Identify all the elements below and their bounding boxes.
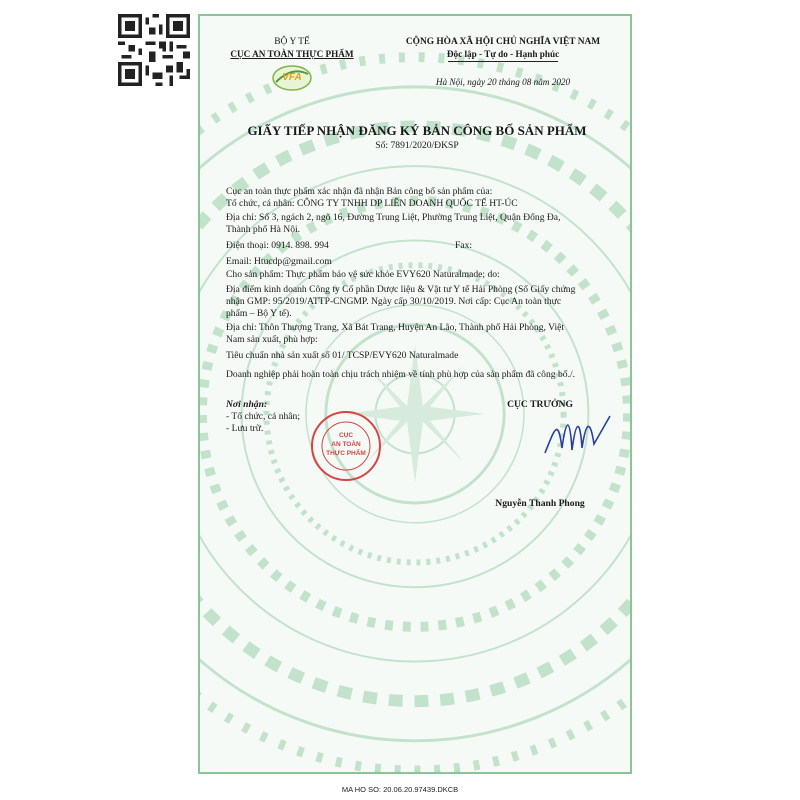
vfa-logo-text: VFA [282,72,302,83]
document-title: GIẤY TIẾP NHẬN ĐĂNG KÝ BẢN CÔNG BỐ SẢN PHẨM [247,123,587,138]
motto-divider [448,61,558,62]
standard-line: Tiêu chuẩn nhà sản xuất số 01/ TCSP/EVY620 Naturalmade [226,350,459,361]
manufacturer-address-line-2: Nam sản xuất, phù hợp: [226,334,318,345]
address-line-1: Địa chỉ: Số 3, ngách 2, ngõ 16, Đường Trung Liệt, Phường Trung Liệt, Quận Đống Đa, [226,212,561,223]
signer-name: Nguyễn Thanh Phong [495,498,585,509]
manufacturer-line-3: phẩm – Bộ Y tế). [226,308,292,319]
certificate-document [198,14,632,774]
stamp-text-2: AN TOÀN [331,441,361,448]
qr-code-icon [118,14,190,86]
signer-title: CỤC TRƯỞNG [507,399,573,410]
issue-date: Hà Nội, ngày 20 tháng 08 năm 2020 [435,77,571,87]
ministry-name: BỘ Y TẾ [274,37,310,47]
responsibility-line: Doanh nghiệp phải hoàn toàn chịu trách nhiệm về tính phù hợp của sản phẩm đã công bố./. [226,369,576,380]
nation-motto: Độc lập - Tự do - Hạnh phúc [446,49,560,59]
agency-name: CỤC AN TOÀN THỰC PHẨM [230,49,354,59]
stamp-text-1: CỤC [338,432,354,439]
recipient-item: - Tổ chức, cá nhân; [226,411,301,422]
fax-line: Fax: [455,240,473,251]
product-line: Cho sản phẩm: Thực phẩm bảo vệ sức khỏe EVY620 Naturalmade; do: [226,269,500,280]
organization-line: Tổ chức, cá nhân: CÔNG TY TNHH DP LIÊN DOANH QUỐC TẾ HT-ÚC [226,198,518,209]
manufacturer-address-line-1: Địa chỉ: Thôn Thượng Trang, Xã Bát Trang, Huyện An Lão, Thành phố Hải Phòng, Việt [226,322,565,333]
vfa-logo [272,64,312,92]
intro-line: Cục an toàn thực phẩm xác nhận đã nhận Bản công bố sản phẩm của: [226,186,493,197]
document-number: Số: 7891/2020/ĐKSP [375,140,459,151]
manufacturer-line-1: Địa điểm kinh doanh Công ty Cổ phần Dược liệu & Vật tư Y tế Hải Phòng (Số Giấy chứng [226,284,576,295]
email-line: Email: Htucdp@gmail.com [226,256,332,267]
stamp-text-3: THỰC PHẨM [326,450,366,457]
recipients-label: Nơi nhận: [226,399,268,410]
nation-name: CỘNG HÒA XÃ HỘI CHỦ NGHĨA VIỆT NAM [405,37,601,47]
signature [540,408,620,468]
recipient-item: - Lưu trữ. [226,423,264,434]
manufacturer-line-2: nhận GMP: 95/2019/ATTP-CNGMP. Ngày cấp 30/10/2019. Nơi cấp: Cục An toàn thực [226,296,562,307]
dossier-code: MA HO SO: 20.06.20.97439.DKCB [341,785,459,794]
address-line-2: Thành phố Hà Nội. [226,224,301,235]
official-stamp [308,408,384,484]
phone-line: Điện thoại: 0914. 898. 994 [226,240,329,251]
